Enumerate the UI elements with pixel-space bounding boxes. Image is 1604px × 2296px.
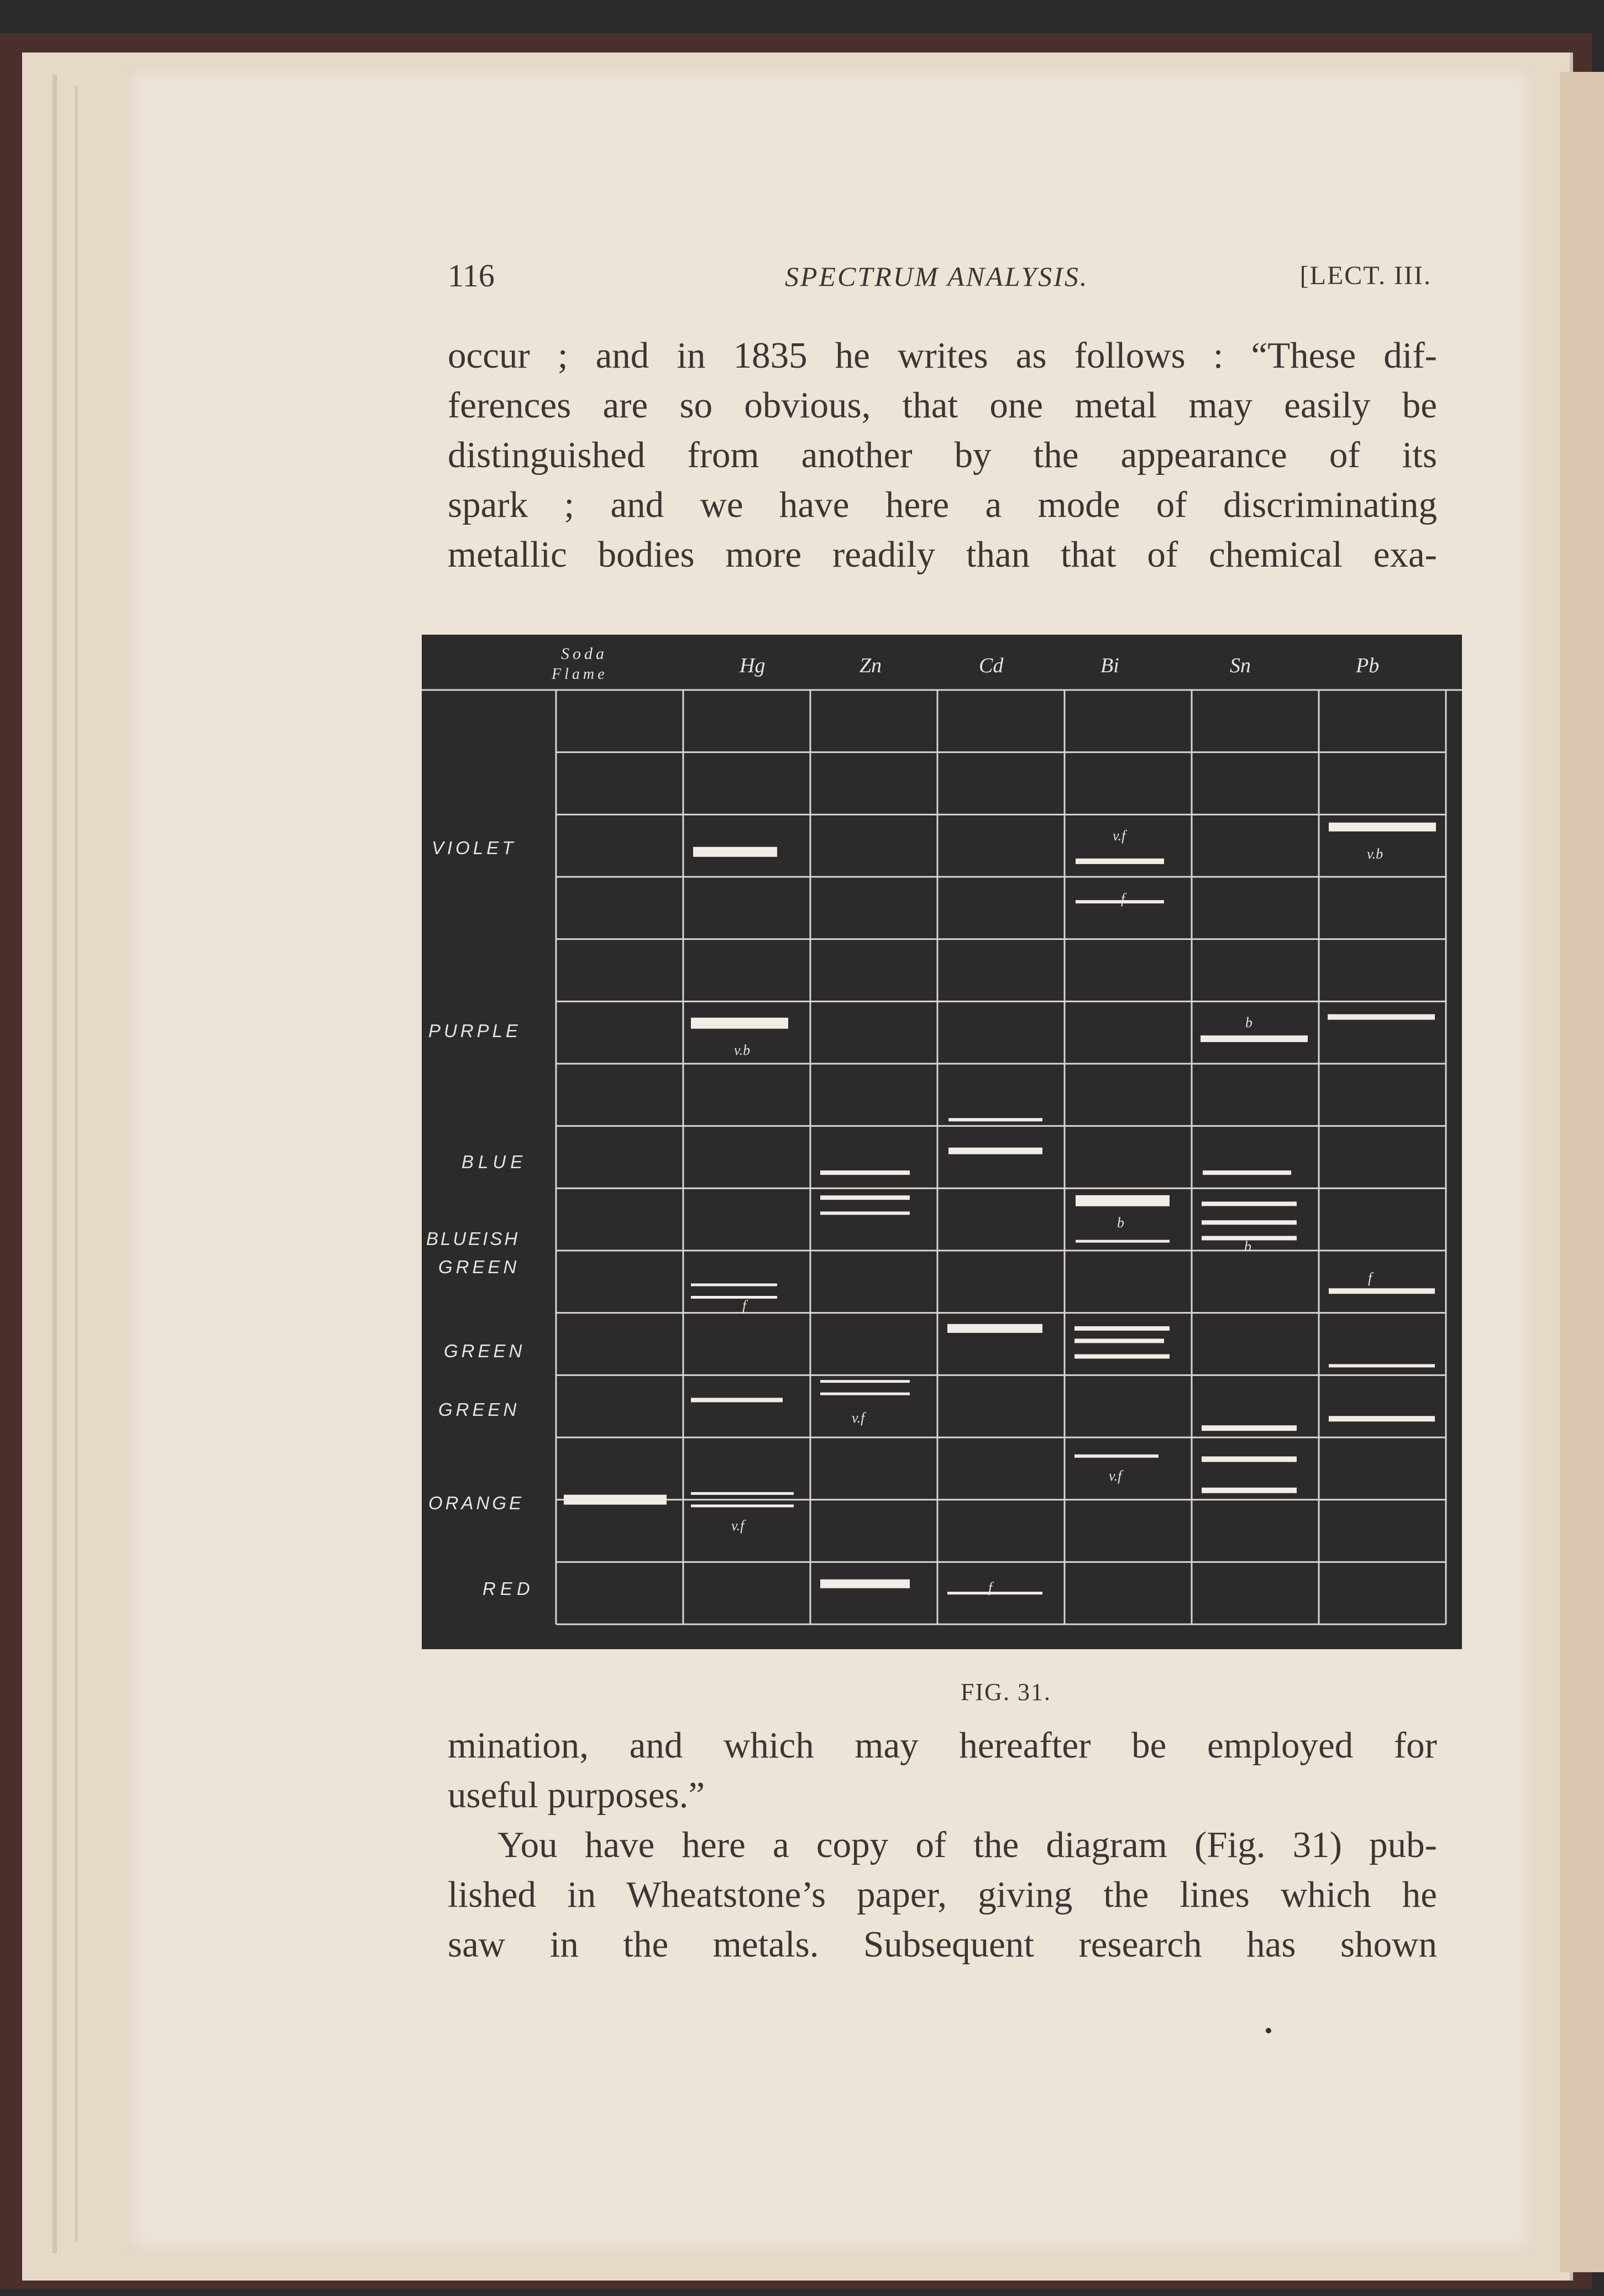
line-mark: v.b <box>734 1042 751 1058</box>
row-label-red: RED <box>483 1578 534 1599</box>
line-mark: f <box>988 1580 993 1596</box>
text-line: mination, and which may hereafter be employed for <box>448 1725 1437 1766</box>
column-label-hg: Hg <box>740 654 766 677</box>
page-edge <box>53 75 57 2253</box>
line-mark: b <box>1244 1238 1251 1254</box>
row-label-orange: ORANGE <box>428 1493 525 1513</box>
row-label-green: GREEN <box>444 1341 526 1361</box>
text-line: metallic bodies more readily than that of chemical exa- <box>448 534 1437 575</box>
row-label-purple: PURPLE <box>428 1021 522 1041</box>
lecture-label: [LECT. III. <box>1299 261 1432 290</box>
column-label-sn: Sn <box>1230 654 1251 677</box>
row-label-green: GREEN <box>438 1399 520 1420</box>
page-edge <box>75 86 78 2242</box>
line-mark: v.b <box>1367 846 1383 862</box>
row-label-blueish: BLUEISH <box>426 1228 520 1249</box>
column-label-pb: Pb <box>1356 654 1380 677</box>
spectrum-diagram <box>422 635 1462 1649</box>
column-label-cd: Cd <box>979 654 1004 677</box>
line-mark: f <box>1368 1270 1372 1286</box>
figure-caption: FIG. 31. <box>961 1678 1051 1706</box>
line-mark: v.f <box>852 1410 865 1426</box>
column-label-flame: Flame <box>552 666 608 683</box>
ink-speck <box>1266 2028 1271 2033</box>
line-mark: b <box>1245 1014 1252 1031</box>
page-edge-right <box>1560 72 1604 2272</box>
row-label-violet: VIOLET <box>432 838 517 858</box>
column-label-bi: Bi <box>1100 654 1119 677</box>
row-label-green: GREEN <box>438 1257 520 1277</box>
line-mark: v.f <box>1109 1468 1122 1484</box>
page-header <box>448 257 1432 301</box>
text-line: saw in the metals. Subsequent research has shown <box>448 1924 1437 1965</box>
line-mark: b <box>1117 1215 1124 1231</box>
line-mark: f <box>742 1298 747 1314</box>
running-title: SPECTRUM ANALYSIS. <box>785 261 1089 292</box>
line-mark: f <box>1121 891 1125 907</box>
line-mark: v.f <box>731 1518 745 1534</box>
text-line: spark ; and we have here a mode of discriminating <box>448 484 1437 525</box>
page-number: 116 <box>448 258 495 294</box>
line-mark: v.f <box>1113 828 1126 844</box>
column-label-soda: Soda <box>561 645 607 663</box>
text-line: useful purposes.” <box>448 1775 705 1816</box>
text-line: lished in Wheatstone’s paper, giving the lines which he <box>448 1874 1437 1915</box>
text-line: occur ; and in 1835 he writes as follows : “These dif- <box>448 335 1437 376</box>
text-line: You have here a copy of the diagram (Fig. 31) pub- <box>497 1824 1437 1865</box>
text-line: distinguished from another by the appearance of its <box>448 435 1437 475</box>
text-line: ferences are so obvious, that one metal may easily be <box>448 385 1437 426</box>
column-label-zn: Zn <box>859 654 882 677</box>
row-label-blue: BLUE <box>462 1152 527 1172</box>
